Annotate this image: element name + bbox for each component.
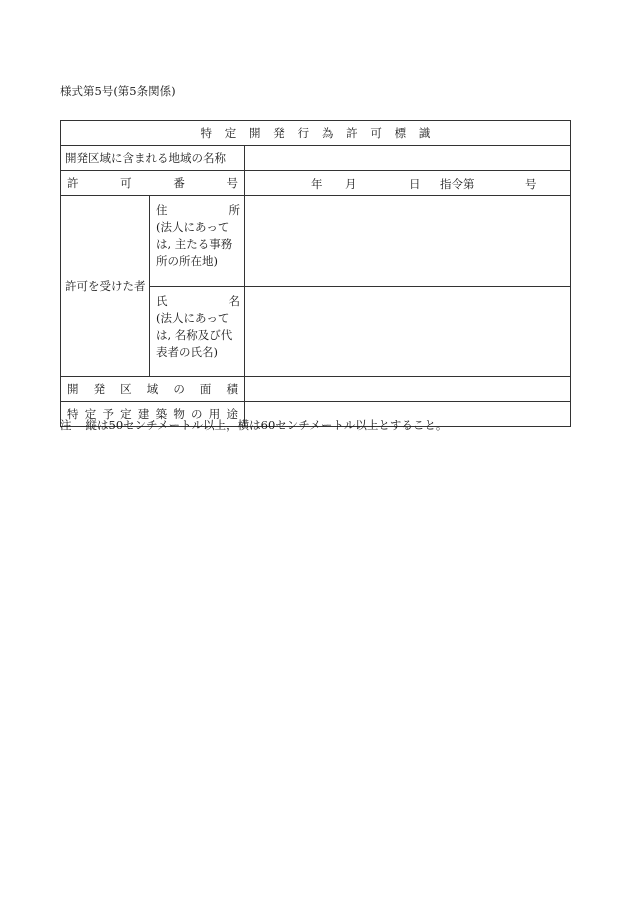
title-char: 可: [370, 126, 382, 140]
name-note-line: は, 名称及び代: [156, 328, 233, 342]
footnote-text: 縦は50センチメートル以上，横は60センチメートル以上とすること。: [85, 418, 448, 432]
building-use-char: 定: [84, 407, 97, 421]
permit-label-char: 番: [173, 176, 185, 190]
name-note-line: 表者の氏名): [156, 345, 218, 359]
footnote-prefix: 注: [60, 418, 72, 432]
title-char: 定: [224, 126, 237, 140]
dev-area-char: 積: [226, 382, 238, 396]
name-head-char: 名: [228, 294, 240, 308]
name-value[interactable]: [245, 287, 571, 377]
address-note-line: (法人にあって: [156, 220, 230, 234]
form-label: 様式第5号(第5条関係): [60, 84, 176, 98]
name-note-line: (法人にあって: [156, 311, 230, 325]
recipient-label: 許可を受けた者: [61, 196, 150, 377]
dev-area-char: 区: [120, 382, 132, 396]
dev-area-char: 発: [93, 382, 106, 396]
address-head-char: 住: [156, 203, 168, 217]
permit-label-char: 号: [226, 176, 238, 190]
address-value[interactable]: [245, 196, 571, 287]
title-char: 識: [418, 126, 431, 140]
building-use-char: の: [191, 407, 203, 421]
dev-area-char: 開: [67, 382, 79, 396]
title-char: 発: [273, 126, 285, 140]
address-note-line: は, 主たる事務: [156, 237, 233, 251]
permit-number-value[interactable]: [245, 171, 571, 196]
title-char: 為: [321, 126, 334, 140]
building-use-char: 用: [208, 407, 221, 421]
area-name-label: 開発区域に含まれる地域の名称: [61, 146, 245, 171]
name-label: [150, 287, 245, 377]
title-char: 行: [297, 126, 310, 140]
title-char: 標: [394, 126, 407, 140]
dev-area-char: 面: [199, 382, 212, 396]
name-head-char: 氏: [156, 294, 168, 308]
permit-month: 月: [345, 177, 357, 191]
building-use-char: 物: [173, 407, 185, 421]
building-use-char: 途: [226, 407, 238, 421]
permit-designation: 指令第: [440, 177, 475, 191]
building-use-char: 建: [137, 407, 150, 421]
permit-number-label: [61, 171, 245, 196]
title-char: 開: [249, 126, 261, 140]
title-char: 特: [200, 126, 212, 140]
permit-day: 日: [409, 177, 421, 191]
development-area-label: [61, 377, 245, 402]
address-label: [150, 196, 245, 287]
sign-form-table: [60, 120, 571, 427]
address-note-line: 所の所在地): [156, 254, 218, 268]
development-area-value[interactable]: [245, 377, 571, 402]
footnote: [60, 417, 447, 433]
permit-year: 年: [311, 177, 323, 191]
permit-number-suffix: 号: [525, 177, 537, 191]
title-char: 許: [346, 126, 358, 140]
permit-label-char: 許: [67, 176, 79, 190]
building-use-char: 予: [102, 407, 114, 421]
building-use-char: 築: [155, 407, 168, 421]
dev-area-char: 域: [146, 382, 159, 396]
permit-label-char: 可: [120, 176, 132, 190]
address-head-char: 所: [228, 203, 240, 217]
dev-area-char: の: [173, 382, 185, 396]
building-use-char: 定: [120, 407, 132, 421]
area-name-value[interactable]: [245, 146, 571, 171]
form-title: [61, 121, 571, 146]
building-use-char: 特: [67, 407, 79, 421]
